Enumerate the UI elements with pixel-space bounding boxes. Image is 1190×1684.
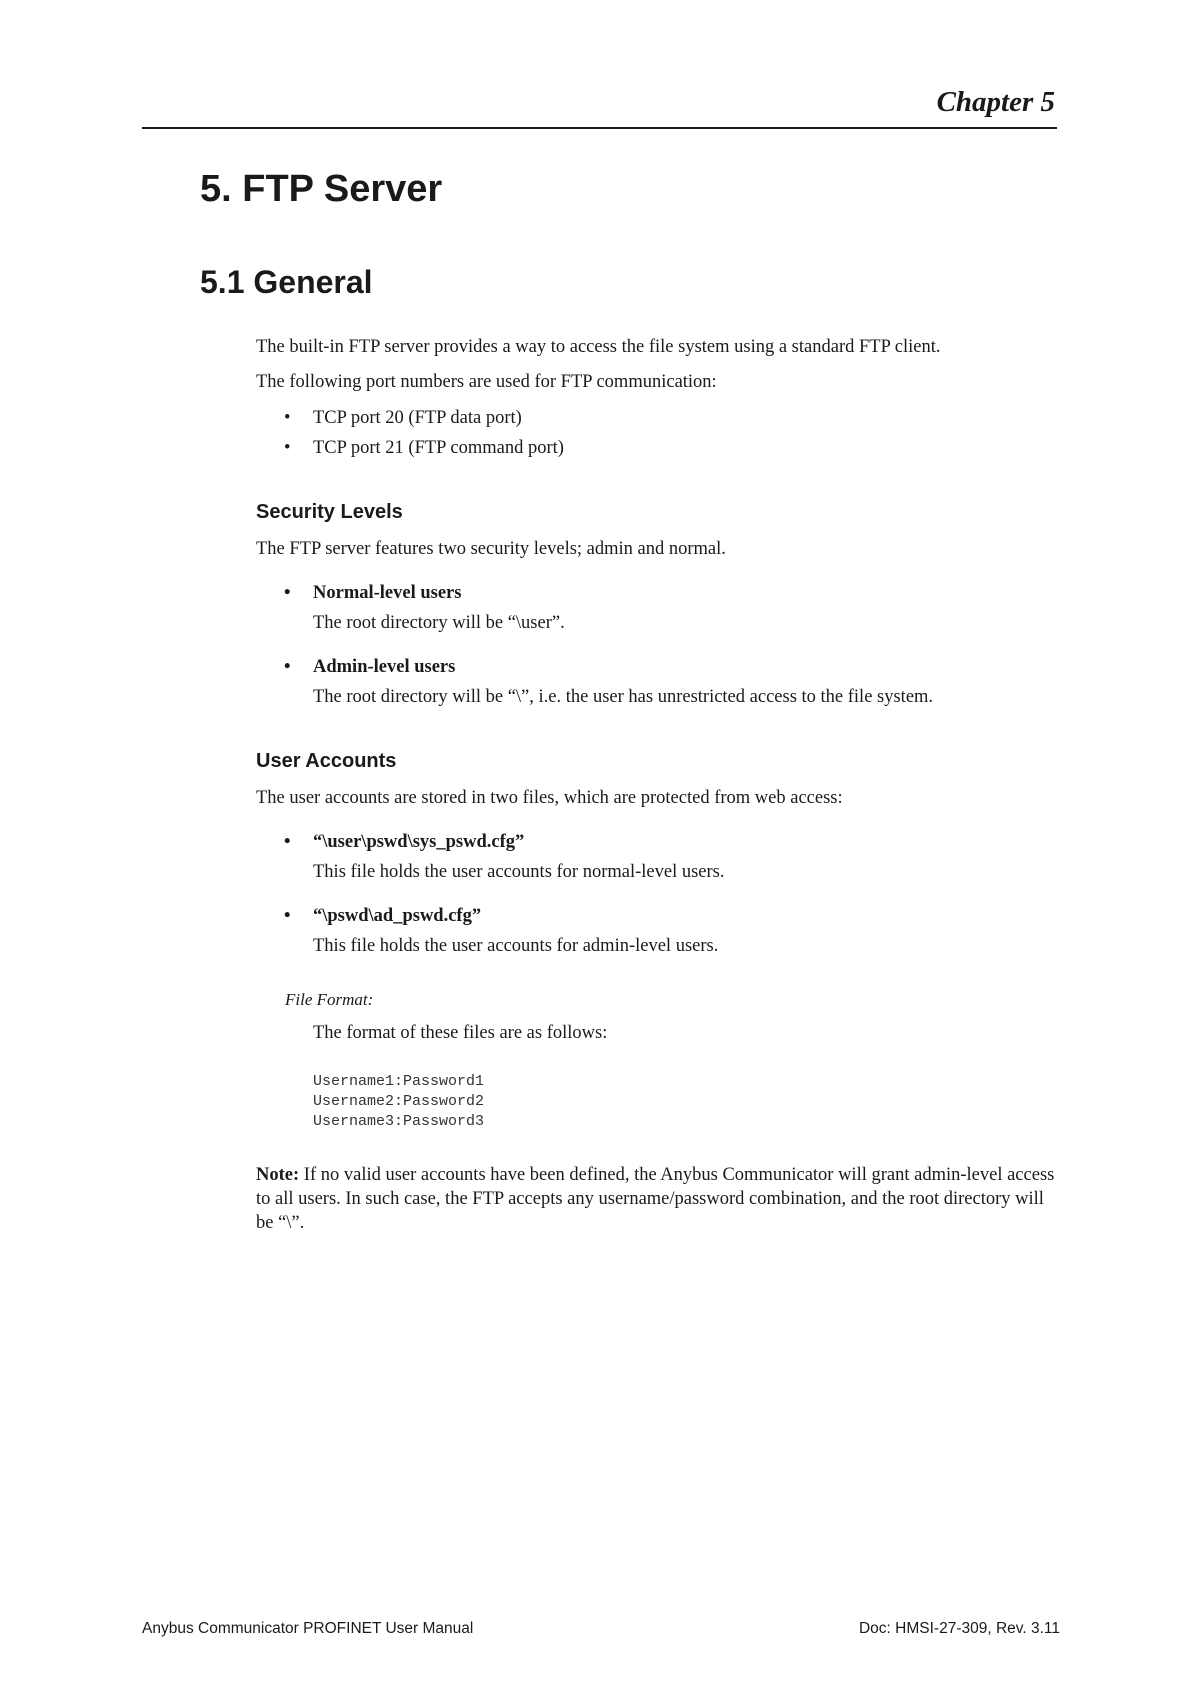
code-line-3: Username3:Password3 — [313, 1113, 485, 1130]
admin-level-desc: The root directory will be “\”, i.e. the user has unrestricted access to the file system. — [313, 687, 934, 707]
bullet-icon: • — [284, 583, 291, 603]
section-heading: 5.1 General — [200, 264, 373, 300]
bullet-icon: • — [284, 657, 291, 677]
security-intro: The FTP server features two security levels; admin and normal. — [256, 539, 726, 559]
normal-level-desc: The root directory will be “\user”. — [313, 613, 565, 633]
note-paragraph — [256, 1163, 1056, 1235]
bullet-icon: • — [284, 832, 291, 852]
bullet-icon: • — [284, 438, 291, 458]
code-line-2: Username2:Password2 — [313, 1093, 485, 1110]
header-rule — [142, 127, 1057, 129]
admin-level-title: Admin-level users — [313, 657, 456, 677]
bullet-icon: • — [284, 408, 291, 428]
intro-paragraph-1: The built-in FTP server provides a way to access the file system using a standard FTP client. — [256, 337, 941, 357]
ad-pswd-file-desc: This file holds the user accounts for admin-level users. — [313, 936, 719, 956]
bullet-icon: • — [284, 906, 291, 926]
code-line-1: Username1:Password1 — [313, 1073, 485, 1090]
footer-doc-id: Doc: HMSI-27-309, Rev. 3.11 — [858, 1620, 1060, 1637]
file-format-desc: The format of these files are as follows: — [313, 1023, 608, 1043]
security-levels-heading: Security Levels — [256, 501, 403, 523]
sys-pswd-file-title: “\user\pswd\sys_pswd.cfg” — [313, 832, 525, 852]
port-item-2: TCP port 21 (FTP command port) — [313, 438, 564, 458]
user-accounts-heading: User Accounts — [256, 750, 397, 772]
file-format-label: File Format: — [285, 990, 374, 1009]
port-item-1: TCP port 20 (FTP data port) — [313, 408, 522, 428]
ad-pswd-file-title: “\pswd\ad_pswd.cfg” — [313, 906, 482, 926]
note-label: Note: — [256, 1165, 300, 1185]
intro-paragraph-2: The following port numbers are used for FTP communication: — [256, 372, 717, 392]
accounts-intro: The user accounts are stored in two files, which are protected from web access: — [256, 788, 843, 808]
normal-level-title: Normal-level users — [313, 583, 462, 603]
chapter-label: Chapter 5 — [936, 86, 1055, 118]
sys-pswd-file-desc: This file holds the user accounts for normal-level users. — [313, 862, 725, 882]
page-title: 5. FTP Server — [200, 168, 443, 210]
footer-manual-title: Anybus Communicator PROFINET User Manual — [142, 1620, 474, 1637]
note-text: If no valid user accounts have been defined, the Anybus Communicator will grant admin-level access to all users. In such case, the FTP accepts any username/password combination, and the root directory will be “\”. — [256, 1165, 1055, 1233]
